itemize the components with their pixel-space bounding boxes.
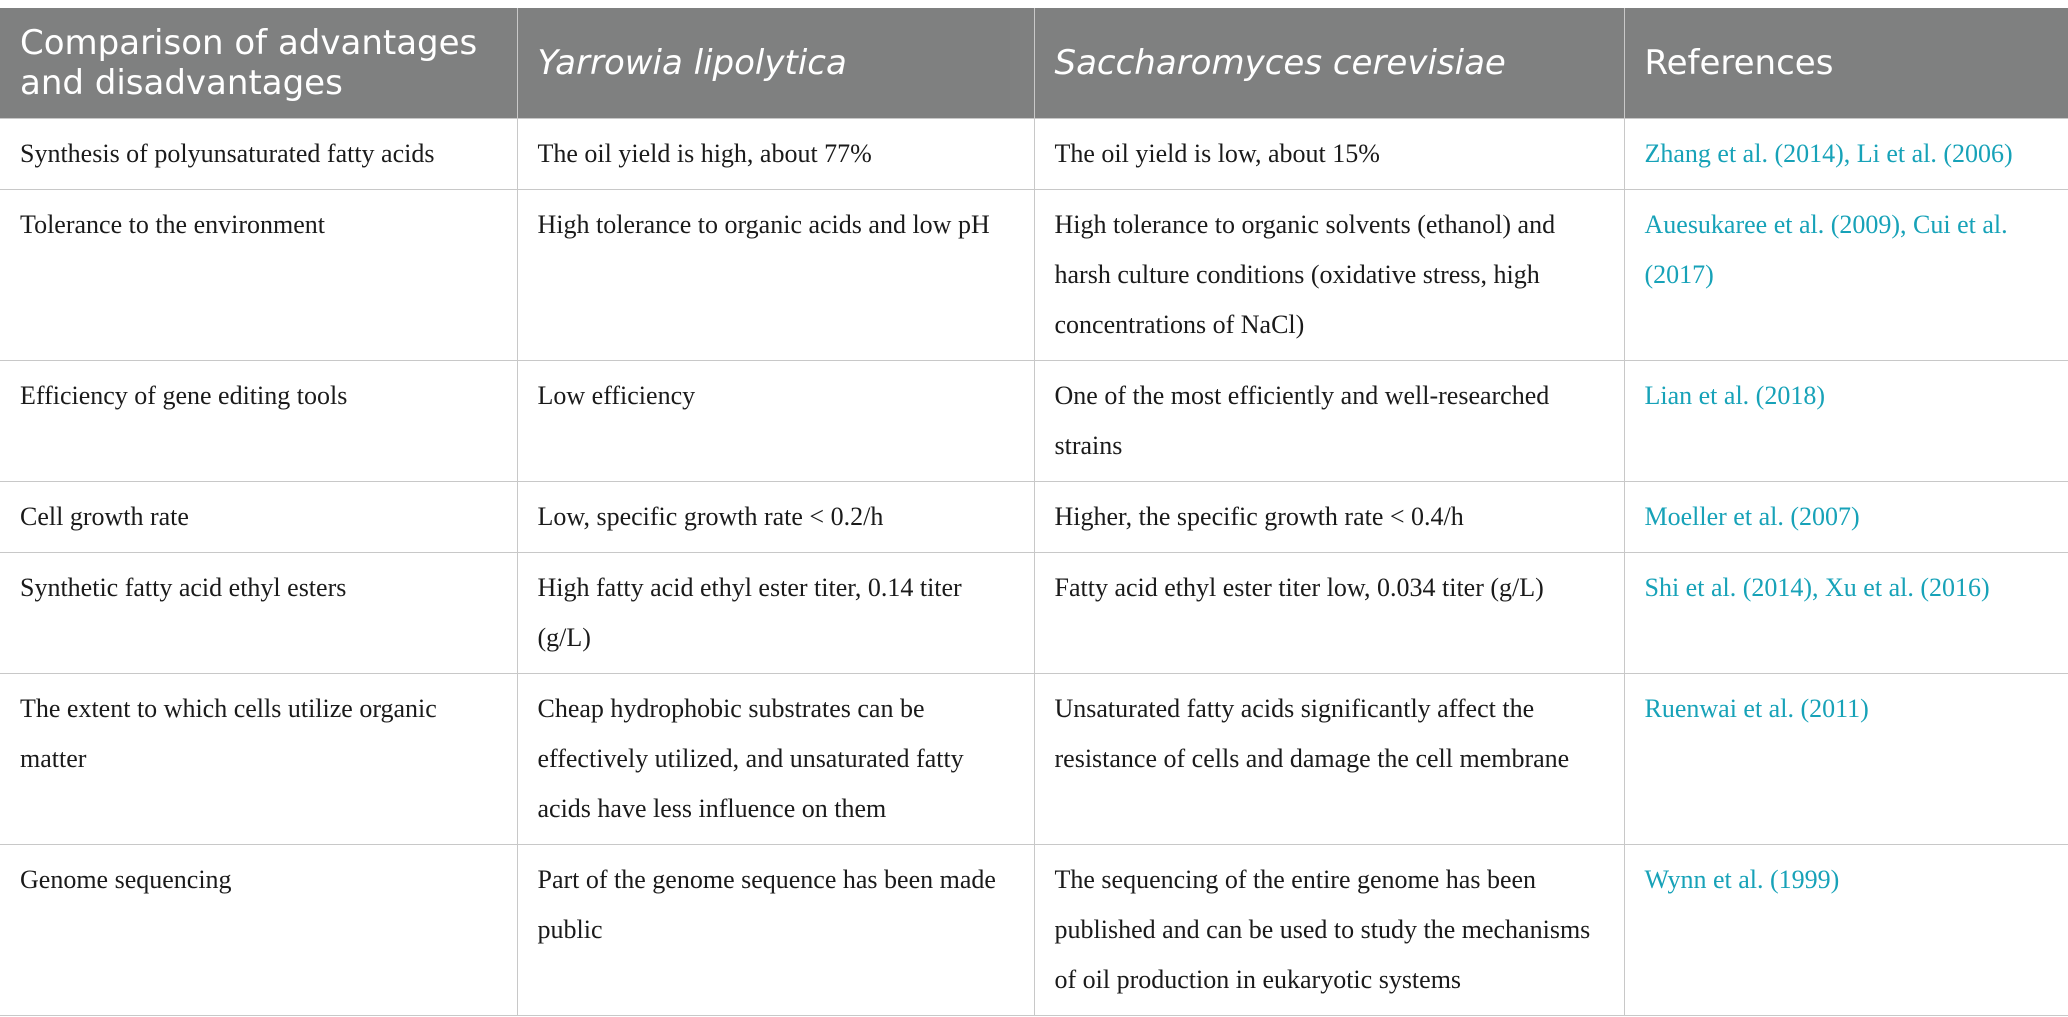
comparison-table (0, 8, 2068, 1016)
aspect-cell: Tolerance to the environment (0, 189, 517, 360)
aspect-cell: Cell growth rate (0, 481, 517, 552)
saccharomyces-cell: One of the most efficiently and well-researched strains (1034, 360, 1624, 481)
table-header (0, 8, 2068, 118)
table-row (0, 118, 2068, 189)
header-comparison: Comparison of advantages and disadvantages (0, 8, 517, 118)
saccharomyces-cell: The sequencing of the entire genome has been published and can be used to study the mechanisms of oil production in eukaryotic systems (1034, 844, 1624, 1015)
yarrowia-cell: High fatty acid ethyl ester titer, 0.14 titer (g/L) (517, 552, 1034, 673)
yarrowia-cell: Low efficiency (517, 360, 1034, 481)
yarrowia-cell: Low, specific growth rate < 0.2/h (517, 481, 1034, 552)
table-row (0, 481, 2068, 552)
saccharomyces-cell: Fatty acid ethyl ester titer low, 0.034 titer (g/L) (1034, 552, 1624, 673)
reference-link[interactable]: Zhang et al. (2014), Li et al. (2006) (1624, 118, 2068, 189)
reference-link[interactable]: Auesukaree et al. (2009), Cui et al. (2017) (1624, 189, 2068, 360)
yarrowia-cell: The oil yield is high, about 77% (517, 118, 1034, 189)
aspect-cell: Efficiency of gene editing tools (0, 360, 517, 481)
header-references: References (1624, 8, 2068, 118)
saccharomyces-cell: High tolerance to organic solvents (ethanol) and harsh culture conditions (oxidative stress, high concentrations of NaCl) (1034, 189, 1624, 360)
saccharomyces-cell: The oil yield is low, about 15% (1034, 118, 1624, 189)
reference-link[interactable]: Ruenwai et al. (2011) (1624, 673, 2068, 844)
table-row (0, 844, 2068, 1015)
header-yarrowia-lipolytica: Yarrowia lipolytica (517, 8, 1034, 118)
header-saccharomyces-cerevisiae: Saccharomyces cerevisiae (1034, 8, 1624, 118)
aspect-cell: Synthesis of polyunsaturated fatty acids (0, 118, 517, 189)
aspect-cell: Genome sequencing (0, 844, 517, 1015)
table-body (0, 118, 2068, 1015)
comparison-table-container (0, 8, 2068, 1016)
saccharomyces-cell: Unsaturated fatty acids significantly affect the resistance of cells and damage the cell membrane (1034, 673, 1624, 844)
yarrowia-cell: Cheap hydrophobic substrates can be effectively utilized, and unsaturated fatty acids have less influence on them (517, 673, 1034, 844)
reference-link[interactable]: Wynn et al. (1999) (1624, 844, 2068, 1015)
reference-link[interactable]: Shi et al. (2014), Xu et al. (2016) (1624, 552, 2068, 673)
reference-link[interactable]: Lian et al. (2018) (1624, 360, 2068, 481)
table-row (0, 360, 2068, 481)
header-row (0, 8, 2068, 118)
reference-link[interactable]: Moeller et al. (2007) (1624, 481, 2068, 552)
yarrowia-cell: Part of the genome sequence has been made public (517, 844, 1034, 1015)
table-row (0, 673, 2068, 844)
aspect-cell: Synthetic fatty acid ethyl esters (0, 552, 517, 673)
aspect-cell: The extent to which cells utilize organic matter (0, 673, 517, 844)
yarrowia-cell: High tolerance to organic acids and low pH (517, 189, 1034, 360)
table-row (0, 552, 2068, 673)
saccharomyces-cell: Higher, the specific growth rate < 0.4/h (1034, 481, 1624, 552)
table-row (0, 189, 2068, 360)
